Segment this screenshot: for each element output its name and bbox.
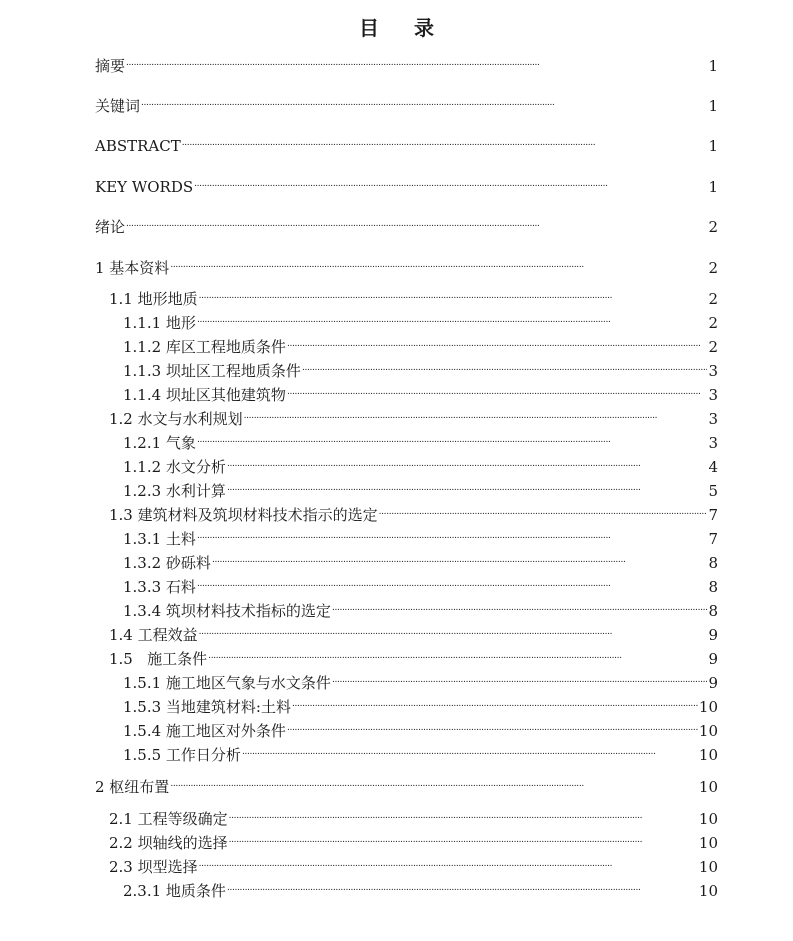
toc-entry-label: 1.5 施工条件	[109, 650, 208, 668]
toc-entry[interactable]	[109, 644, 718, 668]
toc-entry-label: 2.1 工程等级确定	[109, 810, 228, 828]
toc-page-number: 8	[708, 554, 718, 572]
dot-leader	[302, 356, 708, 376]
toc-entry-label: ABSTRACT	[95, 137, 181, 155]
toc-entry[interactable]	[109, 284, 718, 308]
toc-page-number: 3	[708, 386, 718, 404]
toc-entry-label: 1.3.4 筑坝材料技术指标的选定	[123, 602, 331, 620]
toc-page-number: 5	[708, 482, 718, 500]
dot-leader	[332, 596, 708, 616]
dot-leader	[141, 91, 707, 111]
dot-leader	[194, 172, 707, 192]
toc-page-number: 8	[708, 578, 718, 596]
toc-entry[interactable]	[95, 172, 718, 196]
dot-leader	[126, 51, 707, 71]
toc-page-number: 2	[708, 314, 718, 332]
dot-leader	[229, 804, 698, 824]
dot-leader	[287, 332, 708, 352]
toc-page-number: 4	[708, 458, 718, 476]
dot-leader	[227, 876, 698, 896]
toc-entry[interactable]	[123, 380, 718, 404]
toc-page-number: 10	[698, 778, 718, 796]
toc-entry[interactable]	[123, 668, 718, 692]
toc-entry-label: 1.3 建筑材料及筑坝材料技术指示的选定	[109, 506, 378, 524]
toc-entry-label: 2.3.1 地质条件	[123, 882, 226, 900]
toc-entry-label: 1.1.3 坝址区工程地质条件	[123, 362, 301, 380]
toc-entry[interactable]	[123, 692, 718, 716]
dot-leader	[227, 476, 708, 496]
toc-entry-label: 1.1.1 地形	[123, 314, 196, 332]
toc-page-number: 7	[708, 506, 718, 524]
toc-entry[interactable]	[123, 452, 718, 476]
toc-entry-label: 2.3 坝型选择	[109, 858, 198, 876]
toc-page-number: 1	[708, 57, 718, 75]
toc-entry-label: 绪论	[95, 218, 126, 236]
toc-page-number: 3	[708, 434, 718, 452]
toc-entry[interactable]	[123, 308, 718, 332]
toc-entry[interactable]	[123, 428, 718, 452]
page-title: 目 录	[359, 16, 448, 40]
toc-entry[interactable]	[109, 620, 718, 644]
toc-entry-label: 2 枢纽布置	[95, 778, 170, 796]
toc-entry[interactable]	[123, 524, 718, 548]
toc-entry[interactable]	[123, 476, 718, 500]
toc-entry[interactable]	[95, 772, 718, 796]
dot-leader	[199, 284, 708, 304]
toc-entry-label: 2.2 坝轴线的选择	[109, 834, 228, 852]
toc-entry[interactable]	[95, 51, 718, 75]
toc-entry-label: 1.1.2 水文分析	[123, 458, 226, 476]
dot-leader	[170, 772, 698, 792]
dot-leader	[197, 428, 708, 448]
toc-page-number: 10	[698, 858, 718, 876]
toc-entry-label: 1.3.3 石料	[123, 578, 196, 596]
dot-leader	[244, 404, 708, 424]
dot-leader	[379, 500, 708, 520]
dot-leader	[287, 380, 708, 400]
dot-leader	[126, 212, 707, 232]
toc-entry-label: 1.1.4 坝址区其他建筑物	[123, 386, 286, 404]
toc-entry[interactable]	[123, 876, 718, 900]
dot-leader	[197, 524, 708, 544]
dot-leader	[227, 452, 708, 472]
toc-entry-label: 1.4 工程效益	[109, 626, 198, 644]
toc-entry[interactable]	[109, 500, 718, 524]
toc-entry[interactable]	[109, 804, 718, 828]
toc-entry[interactable]	[109, 828, 718, 852]
toc-page-number: 2	[708, 290, 718, 308]
toc-page-number: 9	[708, 626, 718, 644]
toc-entry[interactable]	[95, 131, 718, 155]
toc-page-number: 10	[698, 810, 718, 828]
toc-entry[interactable]	[123, 356, 718, 380]
dot-leader	[170, 253, 707, 273]
toc-entry[interactable]	[109, 852, 718, 876]
toc-entry[interactable]	[95, 212, 718, 236]
toc-entry[interactable]	[123, 572, 718, 596]
toc-page-number: 10	[698, 722, 718, 740]
toc-entry-label: 1.3.1 土料	[123, 530, 196, 548]
toc-page-number: 9	[708, 674, 718, 692]
toc-entry-label: 1.2.1 气象	[123, 434, 196, 452]
dot-leader	[292, 692, 698, 712]
toc-entry-label: 1.5.1 施工地区气象与水文条件	[123, 674, 331, 692]
toc-entry-label: 1.3.2 砂砾料	[123, 554, 211, 572]
dot-leader	[208, 644, 707, 664]
toc-entry-label: 1.5.5 工作日分析	[123, 746, 241, 764]
toc-entry-label: 关键词	[95, 97, 141, 115]
toc-entry[interactable]	[109, 404, 718, 428]
toc-page-number: 3	[708, 362, 718, 380]
dot-leader	[332, 668, 708, 688]
toc-entry[interactable]	[123, 740, 718, 764]
toc-entry[interactable]	[123, 596, 718, 620]
toc-entry-label: 1.5.4 施工地区对外条件	[123, 722, 286, 740]
toc-page-number: 1	[708, 97, 718, 115]
toc-page-number: 3	[708, 410, 718, 428]
toc-entry[interactable]	[123, 332, 718, 356]
toc-entry-label: 摘要	[95, 57, 126, 75]
toc-page-number: 2	[708, 259, 718, 277]
toc-entry-label: 1.1.2 库区工程地质条件	[123, 338, 286, 356]
toc-page-number: 9	[708, 650, 718, 668]
toc-entry-label: 1.2.3 水利计算	[123, 482, 226, 500]
toc-page-number: 10	[698, 834, 718, 852]
toc-page-number: 10	[698, 882, 718, 900]
toc-entry-label: 1.5.3 当地建筑材料:土料	[123, 698, 291, 716]
toc-entry-label: KEY WORDS	[95, 178, 194, 196]
dot-leader	[197, 308, 708, 328]
toc-entry[interactable]	[95, 91, 718, 115]
dot-leader	[199, 620, 708, 640]
toc-page-number: 1	[708, 137, 718, 155]
toc-entry[interactable]	[123, 548, 718, 572]
dot-leader	[242, 740, 698, 760]
toc-entry[interactable]	[123, 716, 718, 740]
dot-leader	[197, 572, 708, 592]
dot-leader	[212, 548, 708, 568]
toc-entry-label: 1.1 地形地质	[109, 290, 198, 308]
toc-page-number: 7	[708, 530, 718, 548]
toc-page-number: 2	[708, 338, 718, 356]
toc-page-number: 10	[698, 698, 718, 716]
toc-entry-label: 1.2 水文与水利规划	[109, 410, 243, 428]
dot-leader	[199, 852, 698, 872]
dot-leader	[229, 828, 698, 848]
toc-page-number: 2	[708, 218, 718, 236]
dot-leader	[287, 716, 698, 736]
toc-page-number: 10	[698, 746, 718, 764]
toc-entry-label: 1 基本资料	[95, 259, 170, 277]
toc-page-number: 1	[708, 178, 718, 196]
toc-entry[interactable]	[95, 253, 718, 277]
toc-page-number: 8	[708, 602, 718, 620]
dot-leader	[182, 131, 708, 151]
